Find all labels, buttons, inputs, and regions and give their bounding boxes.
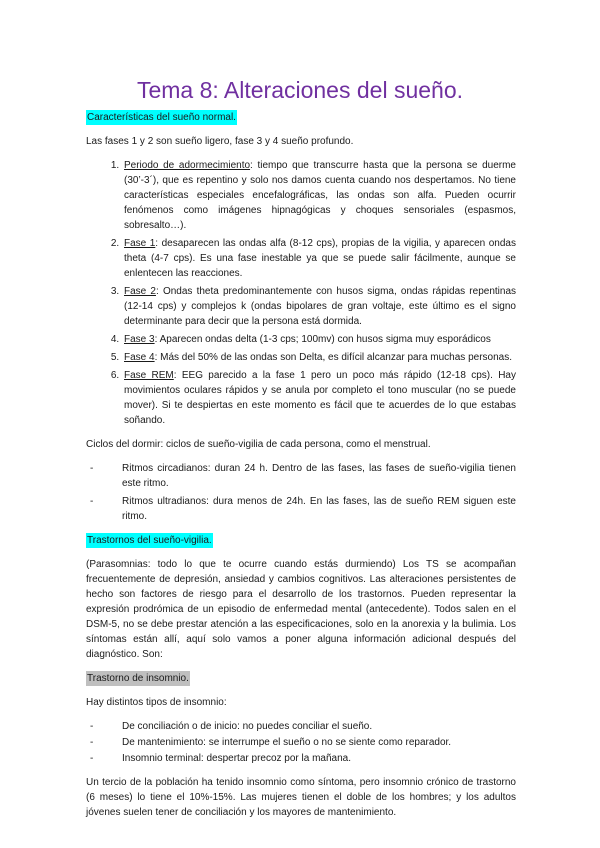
list-item: - Ritmos circadianos: duran 24 h. Dentro de las fases, las fases de sueño-vigilia tienen este ritmo. — [90, 463, 516, 489]
list-item: 6. Fase REM: EEG parecido a la fase 1 pero un poco más rápido (12-18 cps). Hay movimientos oculares rápidos y se anula por completo el tono muscular (no se puede mover). Si te despiertas en este momento es fácil que te acuerdes de lo que estabas soñando. — [122, 368, 516, 428]
insomnia-types-list — [86, 719, 516, 766]
insomnia-closing-paragraph: Un tercio de la población ha tenido insomnio como síntoma, pero insomnio crónico de trastorno (6 meses) lo tiene el 10%-15%. Las mujeres tienen el doble de los hombres; y los adultos jóvenes suelen tener de conciliación y los mayores de mantenimiento. — [86, 777, 516, 818]
list-item: 5. Fase 4: Más del 50% de las ondas son Delta, es difícil alcanzar para muchas personas. — [122, 350, 516, 365]
list-item: 3. Fase 2: Ondas theta predominantemente con husos sigma, ondas rápidas repentinas (12-14 cps) y complejos k (ondas bipolares de gran voltaje, este último es el signo determinante para decir que la persona está dormida. — [122, 284, 516, 329]
list-item: 1. Periodo de adormecimiento: tiempo que transcurre hasta que la persona se duerme (30’-3´), que es repentino y solo nos damos cuenta cuando nos despertamos. No tiene características especiales encefalográficas, las ondas son alfa. Pueden ocurrir fenómenos como imágenes hipnagógicas y choques sensoriales (espasmos, sobresalto…). — [122, 158, 516, 233]
page-title: Tema 8: Alteraciones del sueño. — [136, 77, 464, 103]
rhythms-list — [86, 461, 516, 524]
list-item: 4. Fase 3: Aparecen ondas delta (1-3 cps; 100mv) con husos sigma muy esporádicos — [122, 332, 516, 347]
section-heading-insomnia: Trastorno de insomnio. — [87, 673, 189, 684]
sleep-cycles-intro: Ciclos del dormir: ciclos de sueño-vigilia de cada persona, como el menstrual. — [86, 439, 431, 450]
list-item: - Insomnio terminal: despertar precoz por la mañana. — [90, 753, 352, 764]
section-heading-normal-sleep: Características del sueño normal. — [87, 112, 236, 123]
insomnia-types-intro: Hay distintos tipos de insomnio: — [86, 697, 227, 708]
list-item: - De conciliación o de inicio: no puedes conciliar el sueño. — [90, 721, 373, 732]
list-item: 2. Fase 1: desaparecen las ondas alfa (8-12 cps), propias de la vigilia, y aparecen ondas theta (4-7 cps). Es una fase inestable ya que se puede salir fácilmente, aunque se enlentecen las reacciones. — [122, 236, 516, 281]
section-heading-sleep-disorders: Trastornos del sueño-vigilia. — [87, 535, 212, 546]
list-item: - Ritmos ultradianos: dura menos de 24h. En las fases, las de sueño REM siguen este ritmo. — [90, 496, 516, 522]
sleep-disorders-paragraph: (Parasomnias: todo lo que te ocurre cuando estás durmiendo) Los TS se acompañan frecuentemente de depresión, ansiedad y cambios cognitivos. Las alteraciones persistentes de hecho son factores de riesgo para el desarrollo de los trastornos. Pueden representar la expresión prodrómica de un episodio de enfermedad mental (antecedente). Todos salen en el DSM-5, no se debe prestar atención a las especificaciones, solo en la anorexia y la bulimia. Los síntomas están allí, aquí solo vamos a poner alguna información adicional después del diagnóstico. Son: — [86, 559, 516, 660]
sleep-phases-intro: Las fases 1 y 2 son sueño ligero, fase 3 y 4 sueño profundo. — [86, 136, 354, 147]
sleep-phases-list — [86, 158, 516, 428]
document-body — [86, 110, 516, 829]
list-item: - De mantenimiento: se interrumpe el sueño o no se siente como reparador. — [90, 737, 452, 748]
